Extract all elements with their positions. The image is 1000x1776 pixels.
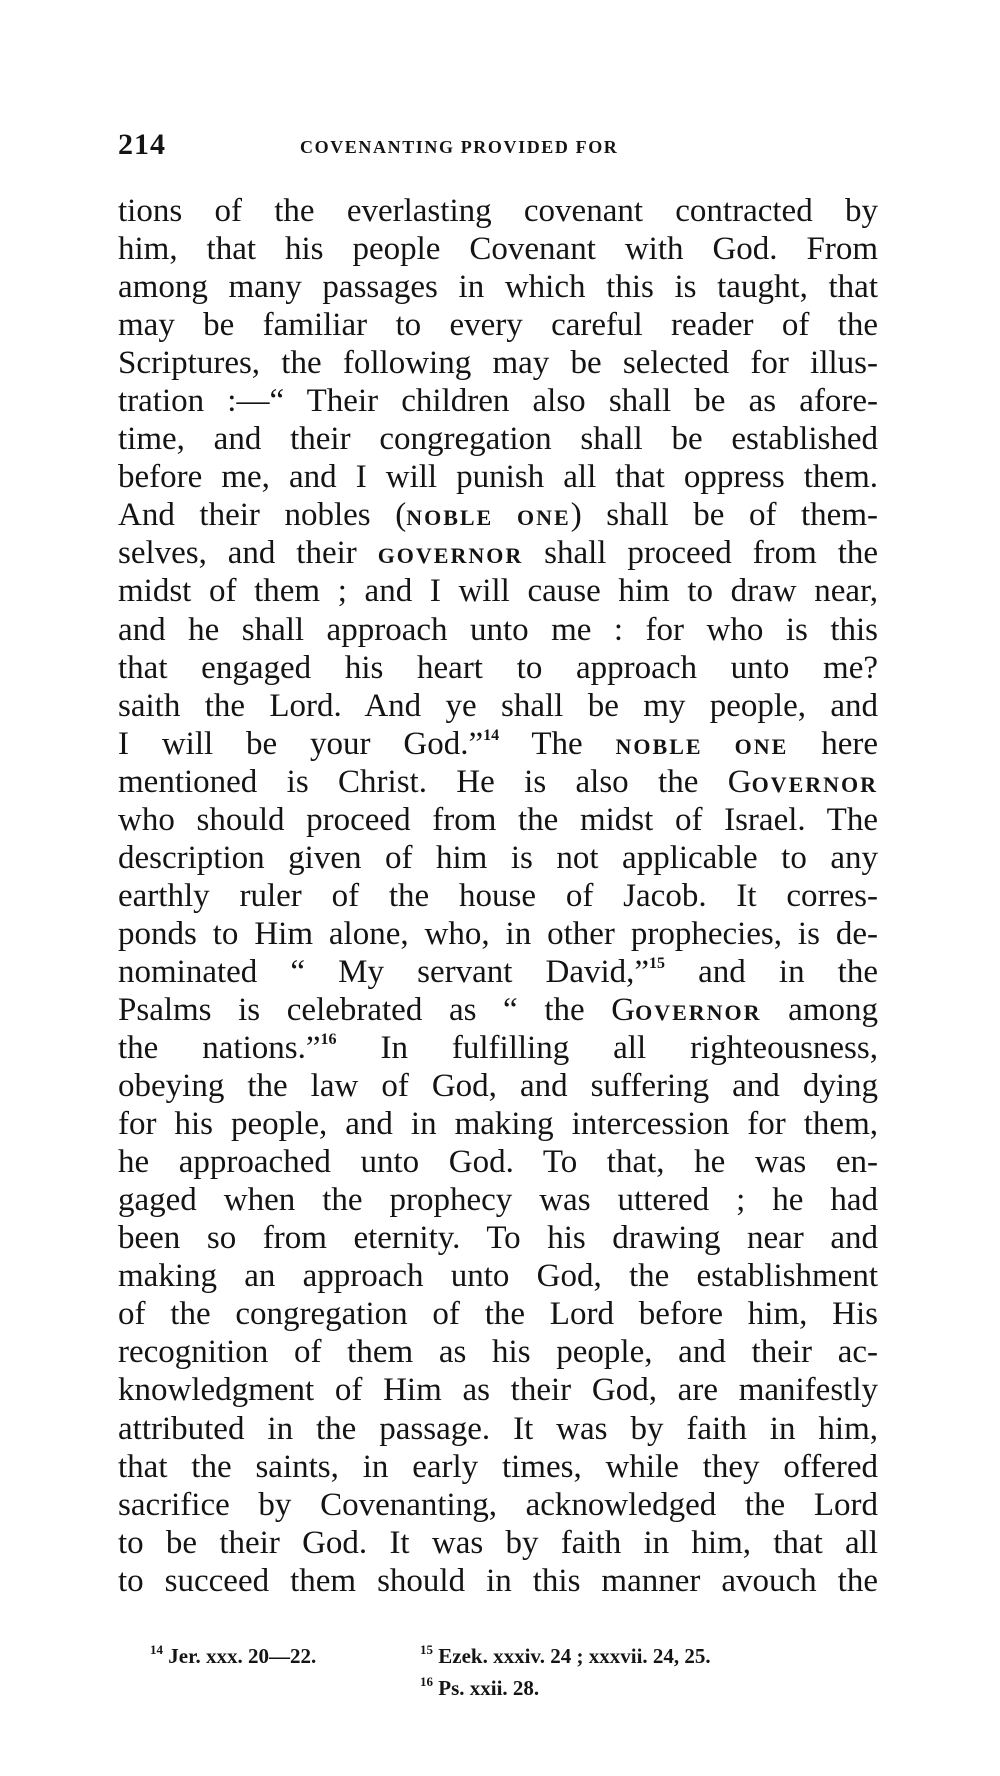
text-line: of the congregation of the Lord before him, His bbox=[118, 1296, 878, 1333]
text-run: mentioned is Christ. He is also the bbox=[118, 763, 699, 800]
small-caps-term: NOBLE ONE bbox=[615, 733, 789, 759]
text-line bbox=[118, 1029, 878, 1067]
text-run: The bbox=[499, 725, 583, 762]
footnote-ref: 16 bbox=[320, 1031, 337, 1049]
footnote-16 bbox=[420, 1672, 539, 1704]
text-run: selves, and their bbox=[118, 535, 357, 572]
text-run: shall proceed from the bbox=[544, 535, 879, 572]
text-line: that engaged his heart to approach unto me? bbox=[118, 649, 878, 686]
text-line: midst of them ; and I will cause him to draw near, bbox=[118, 573, 878, 610]
footnote-mark: 14 bbox=[150, 1642, 163, 1657]
footnote-text: Ps. xxii. 28. bbox=[438, 1676, 540, 1700]
footnote-text: Ezek. xxxiv. 24 ; xxxvii. 24, 25. bbox=[438, 1644, 711, 1668]
footnote-ref: 14 bbox=[483, 726, 500, 744]
page-number: 214 bbox=[118, 128, 166, 161]
footnote-mark: 15 bbox=[420, 1642, 433, 1657]
footnote-line bbox=[118, 1640, 878, 1672]
text-line: sacrifice by Covenanting, acknowledged the Lord bbox=[118, 1486, 878, 1523]
footnote-ref: 15 bbox=[649, 954, 666, 972]
text-line: description given of him is not applicable to any bbox=[118, 839, 878, 876]
footnote-15 bbox=[420, 1640, 711, 1672]
footnote-line bbox=[118, 1672, 878, 1704]
text-line: who should proceed from the midst of Israel. The bbox=[118, 801, 878, 838]
text-line: and he shall approach unto me : for who is this bbox=[118, 611, 878, 648]
body-text bbox=[118, 192, 878, 1600]
text-line: before me, and I will punish all that oppress them. bbox=[118, 459, 878, 496]
text-run: I will be your God.” bbox=[118, 725, 484, 762]
running-head bbox=[118, 128, 878, 168]
footnote-14 bbox=[150, 1640, 316, 1672]
text-line: saith the Lord. And ye shall be my people, and bbox=[118, 687, 878, 724]
text-line bbox=[118, 725, 878, 763]
footnotes bbox=[118, 1640, 878, 1704]
text-line: he approached unto God. To that, he was en- bbox=[118, 1144, 878, 1181]
text-line: making an approach unto God, the establishment bbox=[118, 1258, 878, 1295]
text-run: G bbox=[611, 991, 636, 1028]
text-run: In fulfilling all righteousness, bbox=[336, 1030, 878, 1067]
text-run: nominated “ My servant David,” bbox=[118, 953, 650, 990]
text-line: may be familiar to every careful reader of the bbox=[118, 307, 878, 344]
text-line: been so from eternity. To his drawing near and bbox=[118, 1220, 878, 1257]
small-caps-term: GOVERNOR bbox=[377, 543, 524, 569]
text-run: Psalms is celebrated as “ the bbox=[118, 991, 612, 1028]
text-line: to succeed them should in this manner avouch the bbox=[118, 1562, 878, 1599]
text-line: obeying the law of God, and suffering and dying bbox=[118, 1068, 878, 1105]
text-line: among many passages in which this is taught, that bbox=[118, 269, 878, 306]
text-line: Scriptures, the following may be selected for illus- bbox=[118, 345, 878, 382]
text-line: earthly ruler of the house of Jacob. It corres- bbox=[118, 877, 878, 914]
running-title: COVENANTING PROVIDED FOR bbox=[300, 137, 619, 157]
text-line: him, that his people Covenant with God. From bbox=[118, 231, 878, 268]
text-run: G bbox=[727, 763, 752, 800]
text-line: time, and their congregation shall be established bbox=[118, 421, 878, 458]
footnote-mark: 16 bbox=[420, 1674, 433, 1689]
text-line: recognition of them as his people, and their ac- bbox=[118, 1334, 878, 1371]
text-line bbox=[118, 534, 878, 572]
text-line: that the saints, in early times, while they offered bbox=[118, 1448, 878, 1485]
footnote-text: Jer. xxx. 20—22. bbox=[168, 1644, 317, 1668]
text-run: OVERNOR bbox=[635, 999, 762, 1025]
small-caps-term: NOBLE ONE bbox=[406, 505, 571, 531]
text-line: ponds to Him alone, who, in other prophecies, is de- bbox=[118, 915, 878, 952]
text-line: tration :—“ Their children also shall be as afore- bbox=[118, 383, 878, 420]
text-line: attributed in the passage. It was by faith in him, bbox=[118, 1410, 878, 1447]
text-run: and in the bbox=[665, 953, 878, 990]
text-line bbox=[118, 991, 878, 1029]
text-line bbox=[118, 496, 878, 534]
text-run: OVERNOR bbox=[751, 771, 879, 797]
small-caps-term bbox=[611, 992, 761, 1028]
text-line: for his people, and in making intercession for them, bbox=[118, 1106, 878, 1143]
text-line bbox=[118, 953, 878, 991]
text-run: And their nobles ( bbox=[118, 497, 407, 534]
text-line bbox=[118, 763, 878, 801]
small-caps-term bbox=[728, 764, 878, 800]
text-run: here bbox=[821, 725, 878, 762]
text-line: tions of the everlasting covenant contracted by bbox=[118, 193, 878, 229]
text-run: ) shall be of them- bbox=[570, 497, 878, 534]
text-line: knowledgment of Him as their God, are manifestly bbox=[118, 1372, 878, 1409]
text-line: gaged when the prophecy was uttered ; he had bbox=[118, 1182, 878, 1219]
text-run: the nations.” bbox=[118, 1030, 321, 1067]
text-run: among bbox=[761, 991, 878, 1028]
text-line: to be their God. It was by faith in him, that all bbox=[118, 1524, 878, 1561]
